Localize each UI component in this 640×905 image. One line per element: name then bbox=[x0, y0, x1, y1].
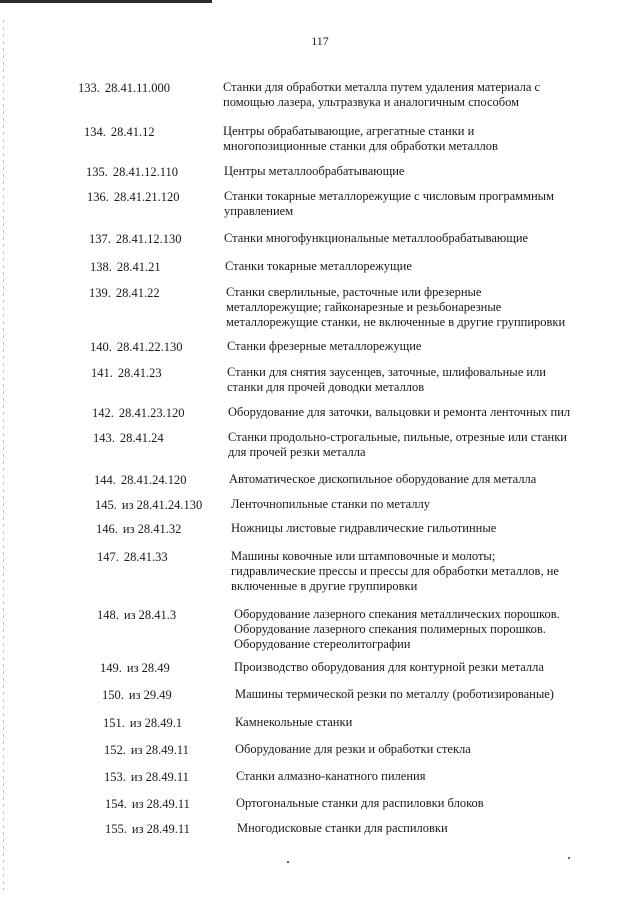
item-description bbox=[227, 365, 546, 395]
okpd-code: 28.41.22 bbox=[115, 286, 160, 300]
page-number: 117 bbox=[311, 34, 329, 48]
description-line: Станки многофункциональные металлообрабатывающие bbox=[224, 231, 529, 245]
okpd-code: 28.41.22.130 bbox=[116, 340, 183, 354]
description-line: Станки продольно-строгальные, пильные, отрезные или станки bbox=[228, 430, 567, 444]
item-description bbox=[231, 521, 496, 536]
okpd-code: из 28.49.11 bbox=[131, 797, 190, 811]
item-description bbox=[235, 742, 471, 757]
item-description bbox=[223, 80, 540, 110]
item-number-code bbox=[90, 260, 161, 274]
item-number: 137. bbox=[89, 232, 111, 246]
okpd-code: 28.41.24.120 bbox=[120, 473, 187, 487]
okpd-code: 28.41.21.120 bbox=[113, 190, 180, 204]
okpd-code: из 28.41.3 bbox=[123, 608, 177, 622]
okpd-code: из 28.41.32 bbox=[122, 522, 182, 536]
item-number-code bbox=[78, 81, 170, 95]
item-number-code bbox=[93, 431, 164, 445]
description-line: Ленточнопильные станки по металлу bbox=[231, 497, 430, 511]
okpd-code: 28.41.23.120 bbox=[118, 406, 185, 420]
okpd-code: из 29.49 bbox=[128, 688, 172, 702]
item-description bbox=[231, 549, 559, 594]
item-number-code bbox=[104, 770, 189, 784]
item-description bbox=[231, 497, 430, 512]
description-line: гидравлические прессы и прессы для обработки металлов, не bbox=[231, 564, 559, 578]
okpd-code: 28.41.33 bbox=[123, 550, 168, 564]
item-number: 133. bbox=[78, 81, 100, 95]
item-number: 154. bbox=[105, 797, 127, 811]
okpd-code: 28.41.11.000 bbox=[104, 81, 171, 95]
description-line: Оборудование лазерного спекания металлических порошков. bbox=[234, 607, 560, 621]
description-line: помощью лазера, ультразвука и аналогичным способом bbox=[223, 95, 520, 109]
item-number-code bbox=[96, 522, 181, 536]
item-number-code bbox=[92, 406, 185, 420]
description-line: Оборудование для резки и обработки стекла bbox=[235, 742, 471, 756]
description-line: Камнекольные станки bbox=[235, 715, 353, 729]
description-line: многопозиционные станки для обработки металлов bbox=[223, 139, 498, 153]
item-description bbox=[225, 259, 412, 274]
item-number-code bbox=[104, 743, 189, 757]
description-line: Оборудование для заточки, вальцовки и ремонта ленточных пил bbox=[228, 405, 571, 419]
item-number-code bbox=[89, 232, 182, 246]
item-number: 149. bbox=[100, 661, 122, 675]
description-line: Станки фрезерные металлорежущие bbox=[227, 339, 422, 353]
item-number: 151. bbox=[103, 716, 125, 730]
item-number-code bbox=[95, 498, 202, 512]
item-number: 143. bbox=[93, 431, 115, 445]
item-number: 134. bbox=[84, 125, 106, 139]
item-number-code bbox=[84, 125, 155, 139]
item-number-code bbox=[103, 716, 182, 730]
item-description bbox=[223, 124, 498, 154]
item-number: 150. bbox=[102, 688, 124, 702]
item-number-code bbox=[97, 608, 176, 622]
description-line: Автоматическое дископильное оборудование для металла bbox=[229, 472, 537, 486]
okpd-code: 28.41.24 bbox=[119, 431, 164, 445]
item-description bbox=[234, 660, 544, 675]
item-number-code bbox=[100, 661, 170, 675]
okpd-code: 28.41.12.110 bbox=[112, 165, 179, 179]
okpd-code: 28.41.12 bbox=[110, 125, 155, 139]
description-line: Производство оборудования для контурной резки металла bbox=[234, 660, 544, 674]
description-line: Машины ковочные или штамповочные и молоты; bbox=[231, 549, 496, 563]
item-number: 138. bbox=[90, 260, 112, 274]
description-line: Станки алмазно-канатного пиления bbox=[236, 769, 426, 783]
item-number: 148. bbox=[97, 608, 119, 622]
item-number: 145. bbox=[95, 498, 117, 512]
item-description bbox=[229, 472, 536, 487]
item-number-code bbox=[105, 822, 190, 836]
item-number: 139. bbox=[89, 286, 111, 300]
okpd-code: из 28.41.24.130 bbox=[121, 498, 203, 512]
item-number: 153. bbox=[104, 770, 126, 784]
item-number: 144. bbox=[94, 473, 116, 487]
okpd-code: из 28.49.11 bbox=[131, 822, 190, 836]
description-line: Центры металлообрабатывающие bbox=[224, 164, 405, 178]
description-line: Станки токарные металлорежущие bbox=[225, 259, 412, 273]
item-description bbox=[235, 715, 352, 730]
okpd-code: 28.41.21 bbox=[116, 260, 161, 274]
okpd-code: из 28.49.11 bbox=[130, 743, 189, 757]
okpd-code: из 28.49 bbox=[126, 661, 170, 675]
item-number: 155. bbox=[105, 822, 127, 836]
item-number-code bbox=[97, 550, 168, 564]
item-number-code bbox=[91, 366, 162, 380]
okpd-code: 28.41.12.130 bbox=[115, 232, 182, 246]
item-description bbox=[227, 339, 421, 354]
description-line: Ножницы листовые гидравлические гильотинные bbox=[231, 521, 497, 535]
scan-edge bbox=[3, 20, 4, 890]
item-number-code bbox=[102, 688, 172, 702]
description-line: Станки сверлильные, расточные или фрезерные bbox=[226, 285, 482, 299]
item-number-code bbox=[105, 797, 190, 811]
item-number: 135. bbox=[86, 165, 108, 179]
description-line: Машины термической резки по металлу (роботизированые) bbox=[235, 687, 554, 701]
item-description bbox=[224, 231, 528, 246]
item-number-code bbox=[87, 190, 180, 204]
scan-speck bbox=[568, 857, 570, 859]
description-line: Многодисковые станки для распиловки bbox=[237, 821, 448, 835]
description-line: Оборудование лазерного спекания полимерных порошков. bbox=[234, 622, 546, 636]
description-line: Станки токарные металлорежущие с числовым программным bbox=[224, 189, 554, 203]
top-rule bbox=[0, 0, 212, 3]
item-number: 141. bbox=[91, 366, 113, 380]
description-line: Станки для обработки металла путем удаления материала с bbox=[223, 80, 541, 94]
item-description bbox=[235, 687, 554, 702]
description-line: Станки для снятия заусенцев, заточные, шлифовальные или bbox=[227, 365, 547, 379]
item-description bbox=[226, 285, 565, 330]
item-number-code bbox=[94, 473, 187, 487]
scan-speck bbox=[287, 861, 289, 863]
item-number-code bbox=[86, 165, 178, 179]
okpd-code: из 28.49.1 bbox=[129, 716, 183, 730]
description-line: для прочей резки металла bbox=[228, 445, 366, 459]
description-line: Ортогональные станки для распиловки блоков bbox=[236, 796, 484, 810]
item-number: 142. bbox=[92, 406, 114, 420]
item-description bbox=[237, 821, 448, 836]
okpd-code: 28.41.23 bbox=[117, 366, 162, 380]
description-line: управлением bbox=[224, 204, 294, 218]
item-number: 140. bbox=[90, 340, 112, 354]
description-line: металлорежущие станки, не включенные в другие группировки bbox=[226, 315, 566, 329]
item-number-code bbox=[90, 340, 183, 354]
item-description bbox=[234, 607, 560, 652]
item-number-code bbox=[89, 286, 160, 300]
item-number: 152. bbox=[104, 743, 126, 757]
item-description bbox=[228, 405, 570, 420]
description-line: станки для прочей доводки металлов bbox=[227, 380, 425, 394]
item-description bbox=[224, 164, 404, 179]
item-description bbox=[224, 189, 554, 219]
item-number: 146. bbox=[96, 522, 118, 536]
okpd-code: из 28.49.11 bbox=[130, 770, 189, 784]
item-number: 136. bbox=[87, 190, 109, 204]
item-number: 147. bbox=[97, 550, 119, 564]
description-line: металлорежущие; гайконарезные и резьбонарезные bbox=[226, 300, 502, 314]
description-line: Центры обрабатывающие, агрегатные станки и bbox=[223, 124, 475, 138]
item-description bbox=[236, 769, 425, 784]
item-description bbox=[236, 796, 484, 811]
description-line: Оборудование стереолитографии bbox=[234, 637, 411, 651]
item-description bbox=[228, 430, 567, 460]
description-line: включенные в другие группировки bbox=[231, 579, 418, 593]
